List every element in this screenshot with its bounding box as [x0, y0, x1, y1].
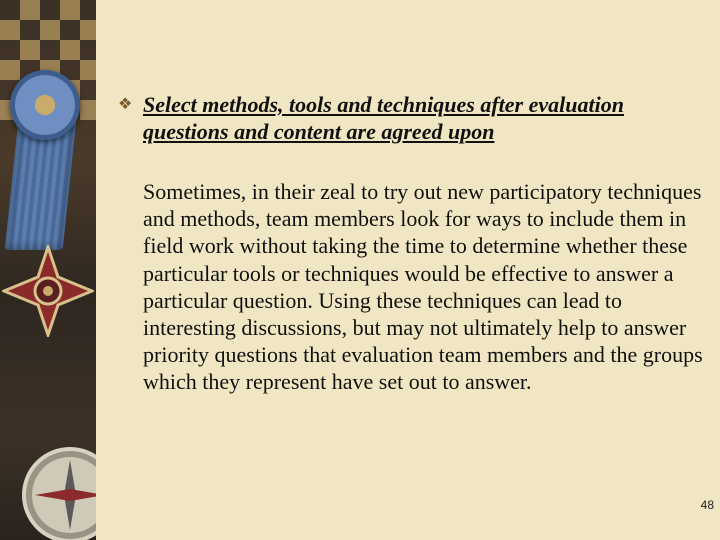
- ribbon-rosette: [10, 70, 80, 140]
- decorative-photo-strip: [0, 0, 96, 540]
- slide-heading: Select methods, tools and techniques after evaluation questions and content are agreed upon: [143, 92, 624, 144]
- cross-medal-icon: [2, 245, 94, 337]
- page-number: 48: [700, 498, 714, 512]
- slide-body-text: Sometimes, in their zeal to try out new participatory techniques and methods, team members look for ways to include them in field work without taking the time to determine whether these particular tools or techniques would be effective to answer a particular question. Using these techniques can lead to interesting discussions, but may not ultimately help to answer priority questions that evaluation team members and the groups which they represent have set out to answer.: [143, 179, 703, 395]
- compass-icon: [0, 430, 96, 540]
- bullet-diamond-icon: ❖: [118, 96, 133, 113]
